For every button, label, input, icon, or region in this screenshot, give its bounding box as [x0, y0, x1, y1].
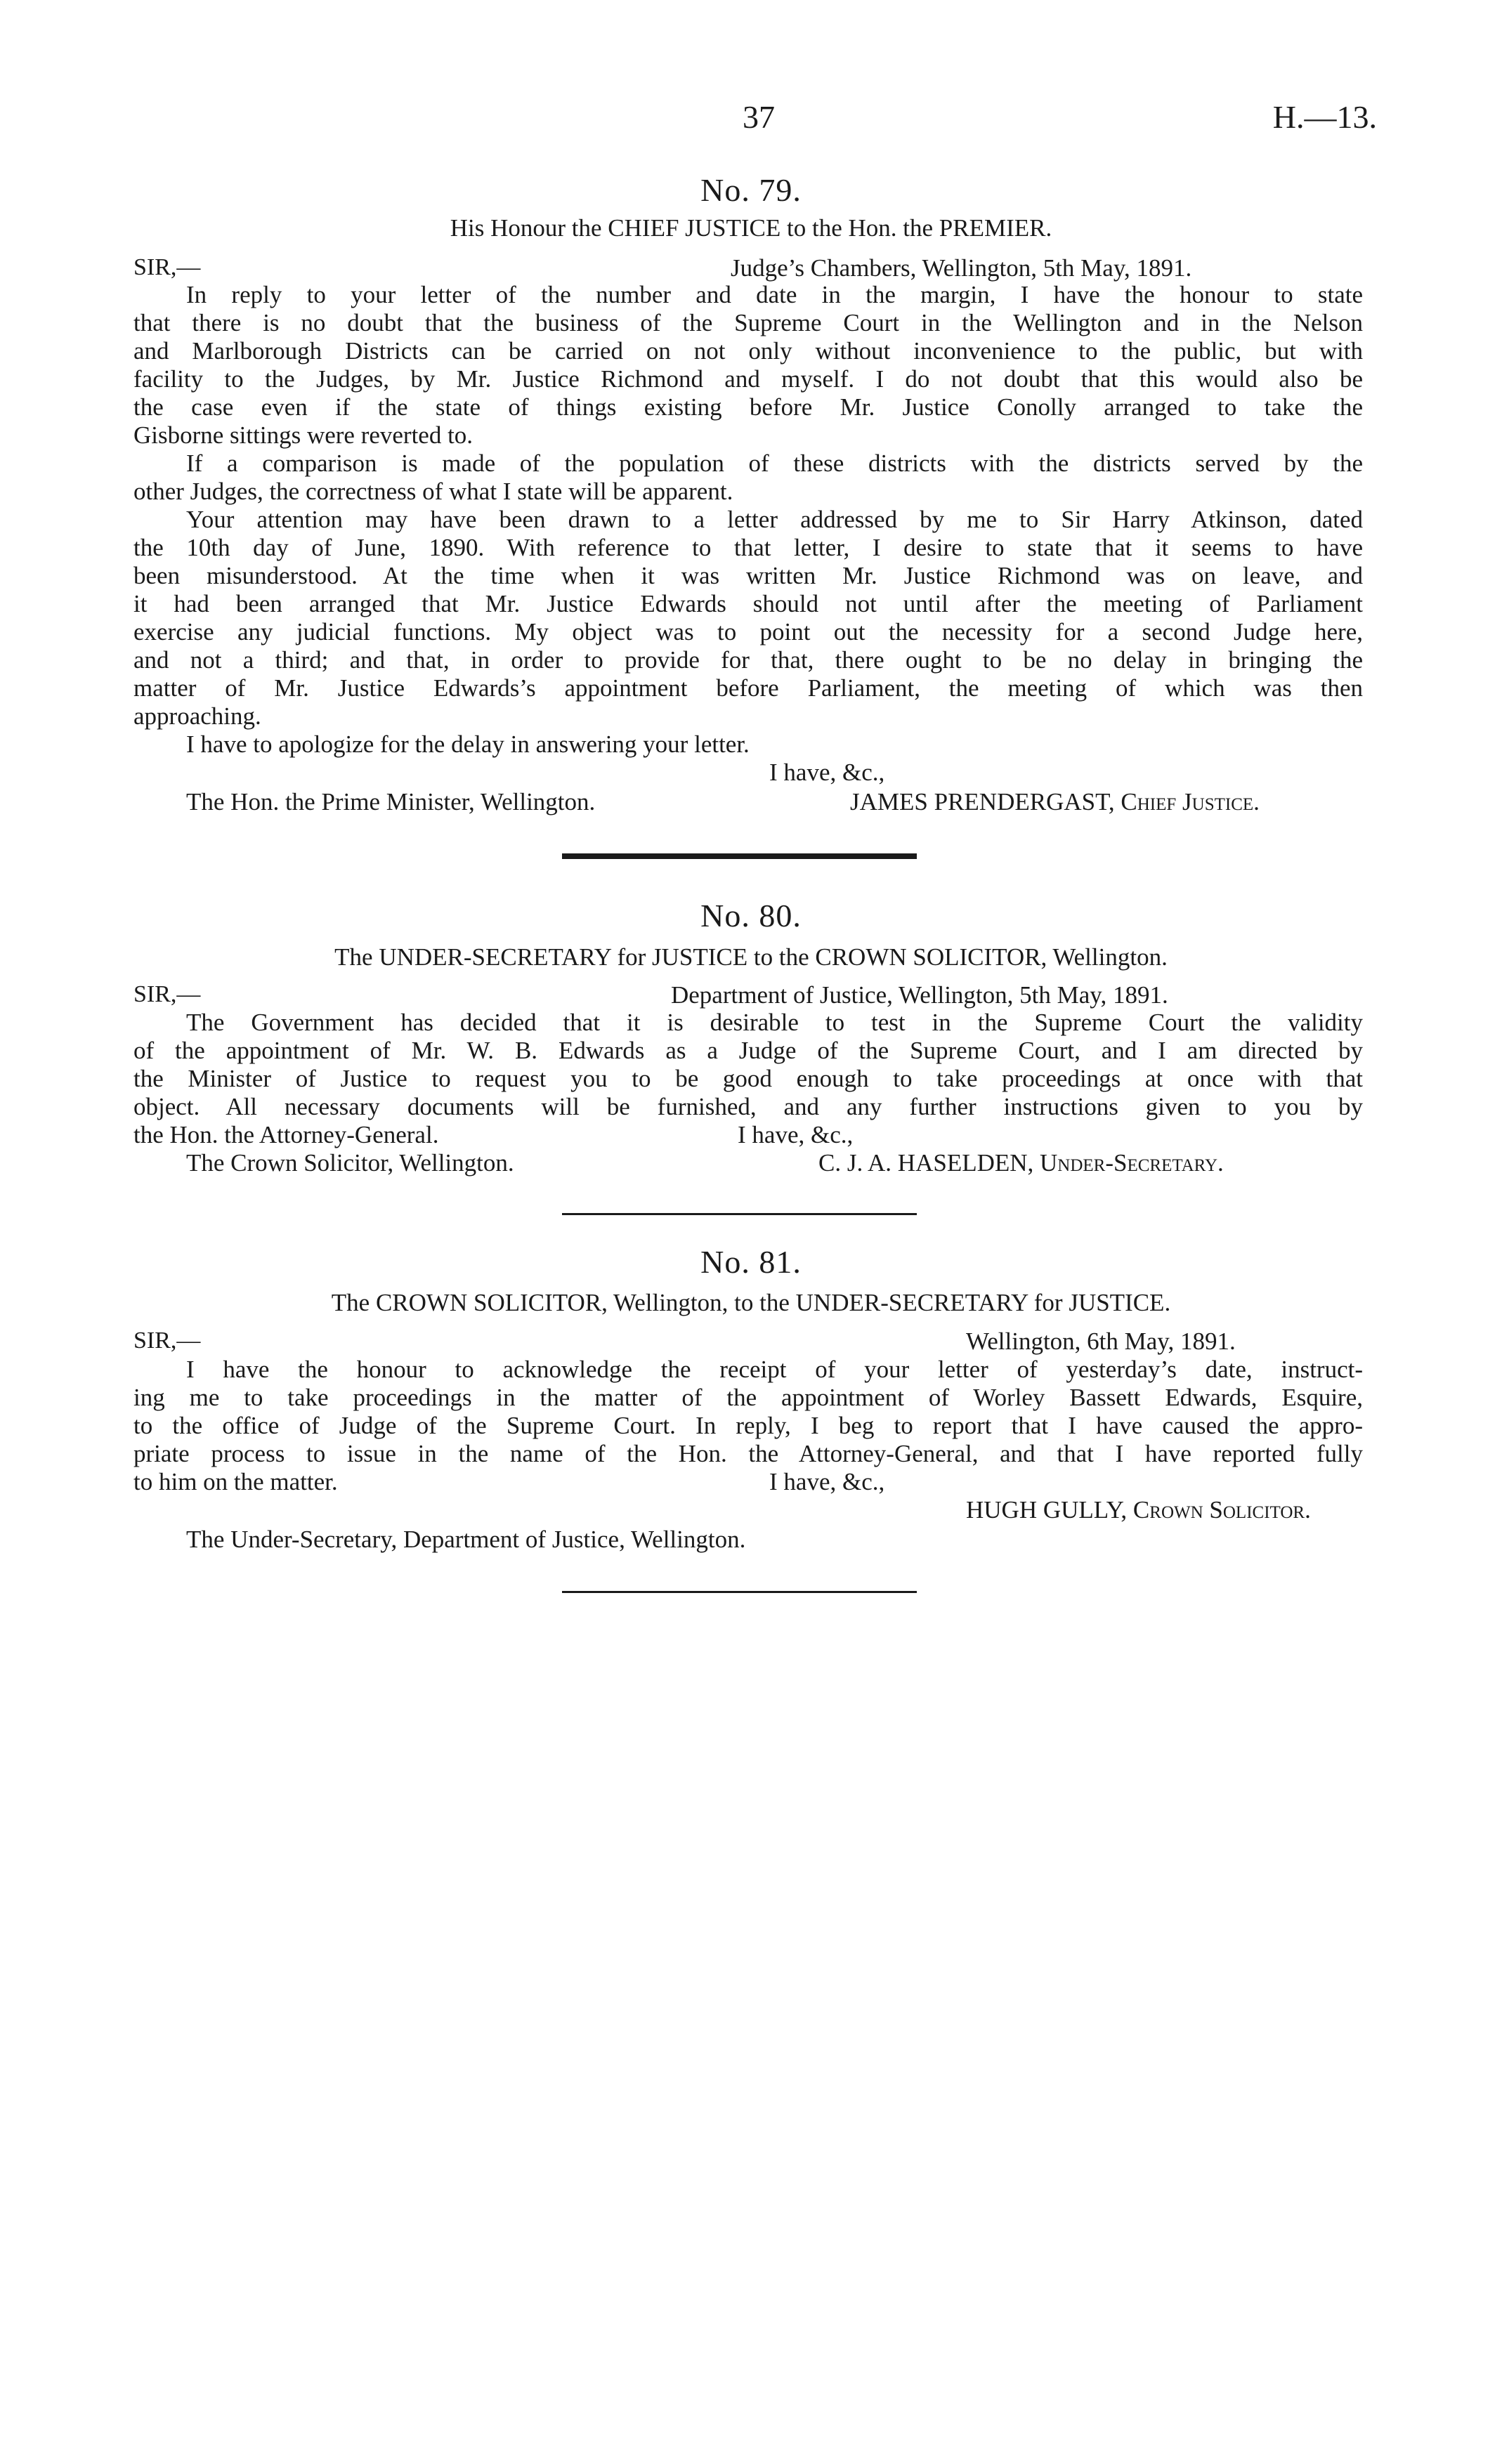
letter-80-line: the Minister of Justice to request you to be good enough to take proceedings at once with that	[133, 1065, 1363, 1092]
letter-81-number: No. 81.	[700, 1244, 802, 1280]
letter-81-salutation: SIR,—	[133, 1328, 201, 1354]
letter-79-line: In reply to your letter of the number and date in the margin, I have the honour to state	[186, 281, 1363, 308]
letter-79-line: Your attention may have been drawn to a letter addressed by me to Sir Harry Atkinson, dated	[186, 506, 1363, 533]
page-number: 37	[743, 99, 775, 135]
letter-80-line: of the appointment of Mr. W. B. Edwards as a Judge of the Supreme Court, and I am directed by	[133, 1037, 1363, 1064]
letter-79-closing: I have, &c.,	[769, 759, 885, 786]
letter-81-line: to him on the matter.	[133, 1468, 338, 1495]
letter-79-line: exercise any judicial functions. My object was to point out the necessity for a second Judge here,	[133, 618, 1363, 646]
letter-79-line: and Marlborough Districts can be carried on not only without inconvenience to the public, but with	[133, 337, 1363, 365]
letter-81-addressee: The Under-Secretary, Department of Justice, Wellington.	[186, 1526, 746, 1553]
letter-81-line: I have the honour to acknowledge the receipt of your letter of yesterday’s date, instruct-	[186, 1356, 1363, 1383]
letter-80-closing: I have, &c.,	[738, 1121, 854, 1148]
letter-81-subtitle: The CROWN SOLICITOR, Wellington, to the UNDER-SECRETARY for JUSTICE.	[331, 1289, 1171, 1316]
letter-79-line: approaching.	[133, 702, 261, 730]
letter-81-line: to the office of Judge of the Supreme Court. In reply, I beg to report that I have caused the appro-	[133, 1412, 1363, 1439]
letter-80-number: No. 80.	[700, 898, 802, 933]
letter-80-line: object. All necessary documents will be furnished, and any further instructions given to you by	[133, 1093, 1363, 1120]
letter-80-line: the Hon. the Attorney-General.	[133, 1121, 439, 1148]
letter-81-signature: HUGH GULLY, Crown Solicitor.	[966, 1496, 1311, 1523]
letter-79-line: Gisborne sittings were reverted to.	[133, 421, 474, 449]
letter-79-line: been misunderstood. At the time when it was written Mr. Justice Richmond was on leave, and	[133, 562, 1363, 589]
section-divider	[562, 1213, 917, 1215]
section-divider	[562, 1591, 917, 1593]
letter-79-line: matter of Mr. Justice Edwards’s appointment before Parliament, the meeting of which was then	[133, 674, 1363, 702]
letter-79-line: the 10th day of June, 1890. With reference to that letter, I desire to state that it seems to have	[133, 534, 1363, 561]
letter-80-place-date: Department of Justice, Wellington, 5th May, 1891.	[671, 981, 1168, 1009]
letter-79-line: and not a third; and that, in order to provide for that, there ought to be no delay in bringing the	[133, 646, 1363, 674]
letter-81-closing: I have, &c.,	[769, 1468, 885, 1495]
letter-79-signature: JAMES PRENDERGAST, Chief Justice.	[850, 788, 1260, 815]
letter-79-addressee: The Hon. the Prime Minister, Wellington.	[186, 788, 596, 815]
letter-79-line: that there is no doubt that the business of the Supreme Court in the Wellington and in the Nelson	[133, 309, 1363, 336]
letter-79-subtitle: His Honour the CHIEF JUSTICE to the Hon. the PREMIER.	[450, 214, 1052, 242]
letter-81-place-date: Wellington, 6th May, 1891.	[966, 1328, 1236, 1355]
letter-80-line: The Government has decided that it is desirable to test in the Supreme Court the validity	[186, 1009, 1363, 1036]
letter-80-salutation: SIR,—	[133, 981, 201, 1007]
paper-reference: H.—13.	[1272, 99, 1377, 135]
letter-79-line: other Judges, the correctness of what I state will be apparent.	[133, 478, 733, 505]
letter-79-line: If a comparison is made of the population of these districts with the districts served by the	[186, 450, 1363, 477]
letter-79-line: the case even if the state of things existing before Mr. Justice Conolly arranged to take the	[133, 393, 1363, 421]
letter-80-subtitle: The UNDER-SECRETARY for JUSTICE to the CROWN SOLICITOR, Wellington.	[334, 943, 1168, 971]
letter-80-signature: C. J. A. HASELDEN, Under-Secretary.	[818, 1149, 1224, 1177]
letter-79-number: No. 79.	[700, 172, 802, 208]
letter-79-line: facility to the Judges, by Mr. Justice Richmond and myself. I do not doubt that this would also be	[133, 365, 1363, 393]
letter-81-line: priate process to issue in the name of the Hon. the Attorney-General, and that I have reported fully	[133, 1440, 1363, 1467]
letter-79-salutation: SIR,—	[133, 254, 201, 280]
letter-79-line: I have to apologize for the delay in answering your letter.	[186, 730, 750, 758]
letter-80-addressee: The Crown Solicitor, Wellington.	[186, 1149, 514, 1177]
letter-79-line: it had been arranged that Mr. Justice Edwards should not until after the meeting of Parliament	[133, 590, 1363, 617]
letter-79-place-date: Judge’s Chambers, Wellington, 5th May, 1891.	[731, 254, 1192, 282]
section-divider	[562, 853, 917, 859]
letter-81-line: ing me to take proceedings in the matter of the appointment of Worley Bassett Edwards, Esquire,	[133, 1384, 1363, 1411]
